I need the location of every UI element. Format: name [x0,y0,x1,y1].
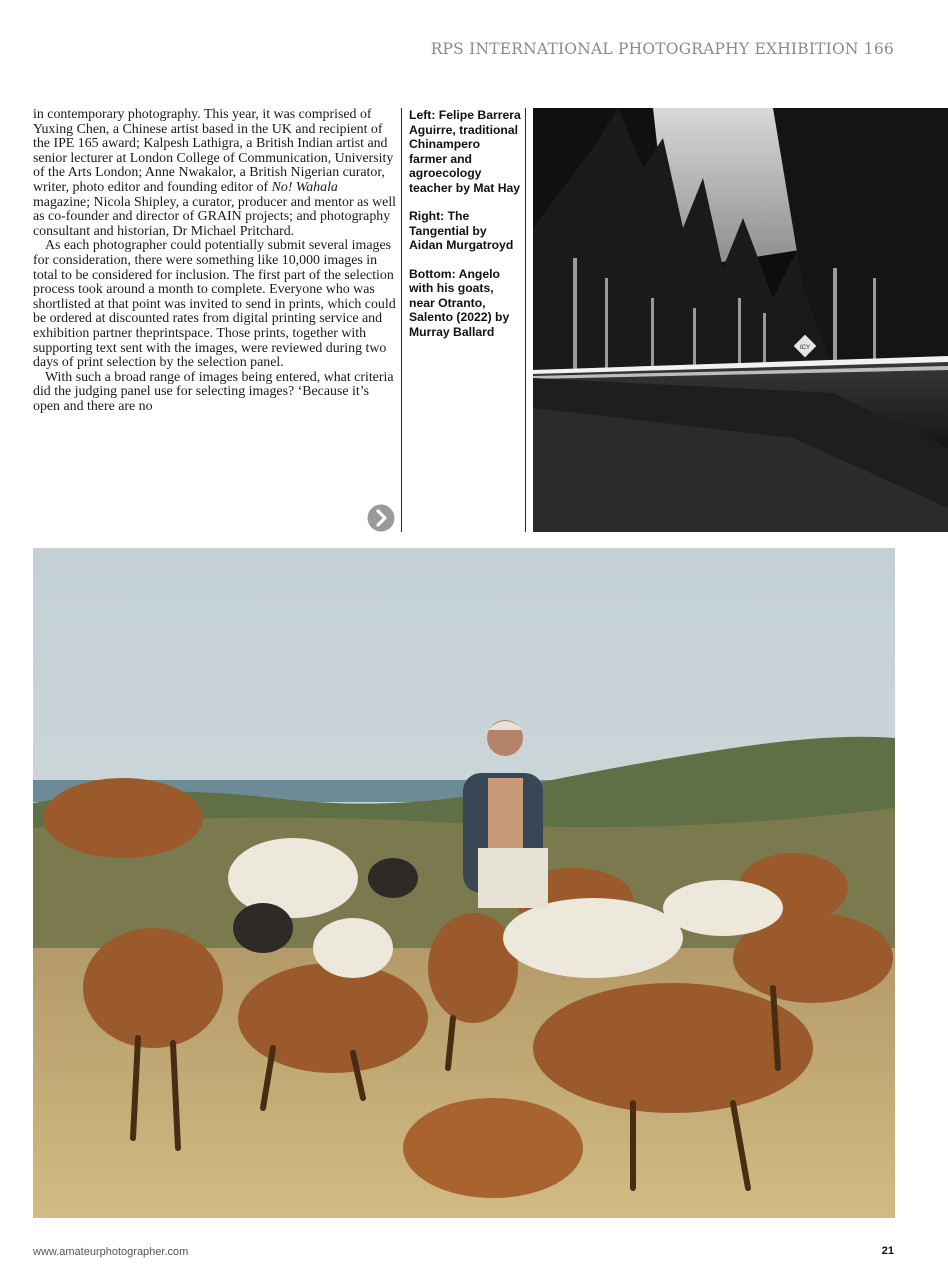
caption-bottom: Bottom: Angelo with his goats, near Otranto, Salento (2022) by Murray Ballard [409,266,510,339]
photo-angelo-with-goats [33,548,895,1218]
footer-url[interactable]: www.amateurphotographer.com [33,1246,189,1258]
article-paragraph-3: With such a broad range of images being entered, what criteria did the judging panel use for selecting images? ‘Because it’s open and there are no [33,369,394,414]
caption-left: Left: Felipe Barrera Aguirre, traditional Chinampero farmer and agroecology teacher by Mat Hay [409,108,521,195]
article-paragraph-2: As each photographer could potentially submit several images for consideration, there were something like 10,000 images in total to be considered for inclusion. The first part of the selection process took around a month to complete. Everyone who was shortlisted at that point was invited to send in prints, which could be ordered at discounted rates from digital printing service and exhibition partner theprintspace. Those prints, together with supporting text sent with the images, were reviewed during two days of print selection by the selection panel. [33,238,396,371]
page-number: 21 [881,1245,894,1257]
continue-arrow-icon[interactable] [367,504,395,532]
caption-right: Right: The Tangential by Aidan Murgatroyd [409,209,514,252]
photo-the-tangential [533,108,948,532]
running-header: RPS INTERNATIONAL PHOTOGRAPHY EXHIBITION 166 [430,40,894,58]
road-sign-text: ICY [799,345,811,351]
column-divider-left [401,108,402,532]
article-body [33,108,397,414]
photo-captions [409,108,521,353]
column-divider-right [525,108,526,532]
article-paragraph-1: in contemporary photography. This year, it was comprised of Yuxing Chen, a Chinese artist based in the UK and recipient of the IPE 165 award; Kalpesh Lathigra, a British Indian artist and senior lecturer at London College of Communication, University of the Arts London; Anne Nwakalor, a British Nigerian curator, writer, photo editor and founding editor of No! Wahala magazine; Nicola Shipley, a curator, producer and mentor as well as co-founder and director of GRAIN projects; and photography consultant and historian, Dr Michael Pritchard. [33,107,397,239]
